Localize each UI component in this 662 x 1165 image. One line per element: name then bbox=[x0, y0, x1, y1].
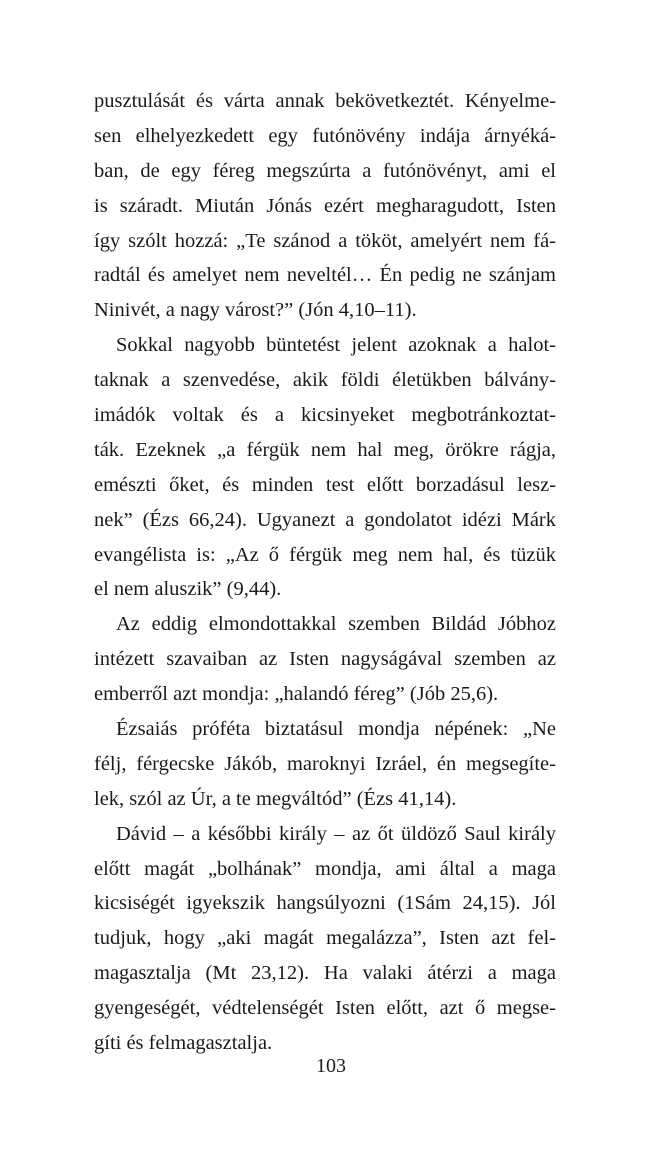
paragraph-2 bbox=[94, 328, 556, 607]
paragraph-5 bbox=[94, 817, 556, 1061]
page-number: 103 bbox=[316, 1055, 346, 1077]
text-line: tudjuk, hogy „aki magát megalázza”, Isten azt fel- bbox=[94, 927, 556, 950]
text-line: gíti és felmagasztalja. bbox=[94, 1032, 273, 1055]
text-line: intézett szavaiban az Isten nagyságával szemben az bbox=[94, 648, 556, 671]
text-line: emészti őket, és minden test előtt borzadásul lesz- bbox=[94, 473, 556, 496]
text-line: emberről azt mondja: „halandó féreg” (Jób 25,6). bbox=[94, 683, 499, 706]
text-line: Sokkal nagyobb büntetést jelent azoknak a halot- bbox=[116, 334, 556, 357]
text-line: is száradt. Miután Jónás ezért megharagudott, Isten bbox=[94, 194, 556, 217]
text-line: taknak a szenvedése, akik földi életükben bálvány- bbox=[94, 369, 556, 392]
text-line: kicsiségét igyekszik hangsúlyozni (1Sám 24,15). Jól bbox=[94, 892, 556, 915]
text-line: gyengeségét, védtelenségét Isten előtt, azt ő megse- bbox=[94, 997, 556, 1020]
text-line: félj, férgecske Jákób, maroknyi Izráel, én megsegíte- bbox=[94, 752, 556, 775]
text-line: ban, de egy féreg megszúrta a futónövényt, ami el bbox=[94, 159, 556, 182]
text-line: Dávid – a későbbi király – az őt üldöző Saul király bbox=[116, 822, 556, 845]
text-line: így szólt hozzá: „Te szánod a tököt, amelyért nem fá- bbox=[94, 229, 556, 252]
paragraph-4 bbox=[94, 712, 556, 817]
paragraph-3 bbox=[94, 607, 556, 712]
text-line: Ninivét, a nagy várost?” (Jón 4,10–11). bbox=[94, 299, 417, 322]
text-line: imádók voltak és a kicsinyeket megbotránkoztat- bbox=[94, 404, 556, 427]
text-line: sen elhelyezkedett egy futónövény indája árnyéká- bbox=[94, 124, 556, 147]
text-line: radtál és amelyet nem neveltél… Én pedig ne szánjam bbox=[94, 264, 556, 287]
text-line: Ézsaiás próféta biztatásul mondja népének: „Ne bbox=[116, 718, 556, 741]
text-line: ták. Ezeknek „a férgük nem hal meg, örökre rágja, bbox=[94, 438, 556, 461]
text-line: nek” (Ézs 66,24). Ugyanezt a gondolatot idézi Márk bbox=[94, 508, 556, 531]
text-line: evangélista is: „Az ő férgük meg nem hal, és tüzük bbox=[94, 543, 556, 566]
text-line: előtt magát „bolhának” mondja, ami által a maga bbox=[94, 857, 556, 880]
page-body bbox=[94, 84, 556, 1061]
text-line: el nem aluszik” (9,44). bbox=[94, 578, 282, 601]
text-line: magasztalja (Mt 23,12). Ha valaki átérzi a maga bbox=[94, 962, 556, 985]
paragraph-1 bbox=[94, 84, 556, 328]
text-line: Az eddig elmondottakkal szemben Bildád Jóbhoz bbox=[116, 613, 556, 636]
text-line: pusztulását és várta annak bekövetkeztét. Kényelme- bbox=[94, 90, 556, 112]
text-line: lek, szól az Úr, a te megváltód” (Ézs 41,14). bbox=[94, 787, 457, 810]
